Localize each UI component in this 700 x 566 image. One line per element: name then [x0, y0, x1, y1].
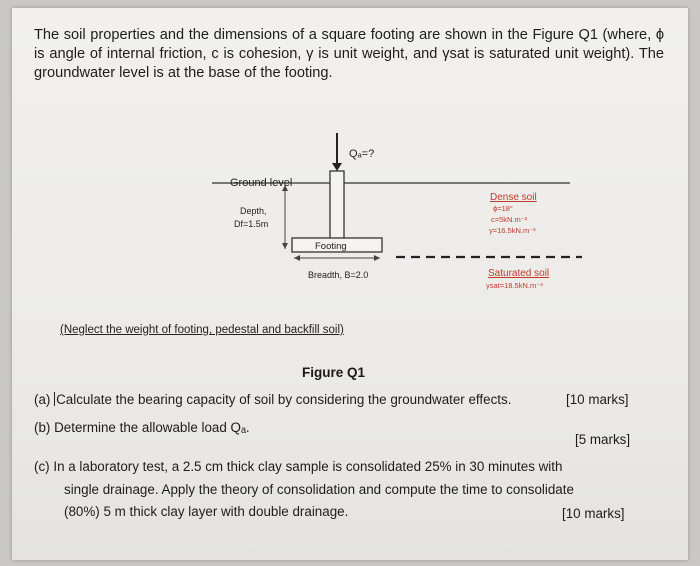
question-a-marks: [10 marks]	[566, 392, 629, 407]
breadth-label: Breadth, B=2.0	[308, 270, 369, 280]
depth-value: Df=1.5m	[234, 219, 269, 229]
question-c	[34, 457, 562, 476]
question-c-line-3: (80%) 5 m thick clay layer with double drainage.	[64, 504, 349, 519]
question-c-label: (c)	[34, 459, 50, 474]
question-c-line-2: single drainage. Apply the theory of consolidation and compute the time to consolidate	[64, 482, 574, 497]
question-a-label: (a)	[34, 392, 51, 407]
question-b-label: (b)	[34, 420, 51, 435]
intro-paragraph: The soil properties and the dimensions of a square footing are shown in the Figure Q1 (where, ϕ is angle of internal friction, c is cohesion, γ is unit weight, and γsat is saturated unit weight). The groundwater level is at the base of the footing.	[34, 27, 664, 81]
load-arrowhead	[332, 163, 342, 171]
question-a-text: Calculate the bearing capacity of soil by considering the groundwater effects.	[56, 392, 512, 407]
question-c-marks: [10 marks]	[562, 506, 625, 521]
dense-soil-c: c=5kN.m⁻²	[491, 215, 528, 224]
question-b	[34, 418, 250, 437]
question-b-marks: [5 marks]	[575, 432, 631, 447]
saturated-soil-title: Saturated soil	[488, 268, 550, 279]
question-sheet	[12, 8, 688, 560]
question-a	[34, 390, 511, 409]
depth-label: Depth,	[240, 206, 267, 216]
footing-label: Footing	[315, 241, 347, 252]
pedestal	[330, 171, 344, 241]
figure-q1-diagram	[12, 8, 688, 308]
figure-caption: Figure Q1	[302, 365, 366, 380]
dense-soil-title: Dense soil	[490, 192, 537, 203]
dense-soil-phi: ϕ=18°	[493, 204, 513, 213]
saturated-soil-gamma: γsat=18.5kN.m⁻³	[486, 281, 543, 290]
question-b-text: Determine the allowable load Qₐ.	[54, 420, 250, 435]
neglect-note: (Neglect the weight of footing, pedestal and backfill soil)	[60, 324, 344, 336]
ground-level-label: Ground level	[230, 177, 293, 189]
text-cursor	[54, 392, 55, 406]
load-label: Qₐ=?	[349, 148, 375, 160]
question-c-line-1: In a laboratory test, a 2.5 cm thick clay sample is consolidated 25% in 30 minutes with	[53, 459, 563, 474]
dense-soil-gamma: γ=16.5kN.m⁻³	[489, 226, 536, 235]
